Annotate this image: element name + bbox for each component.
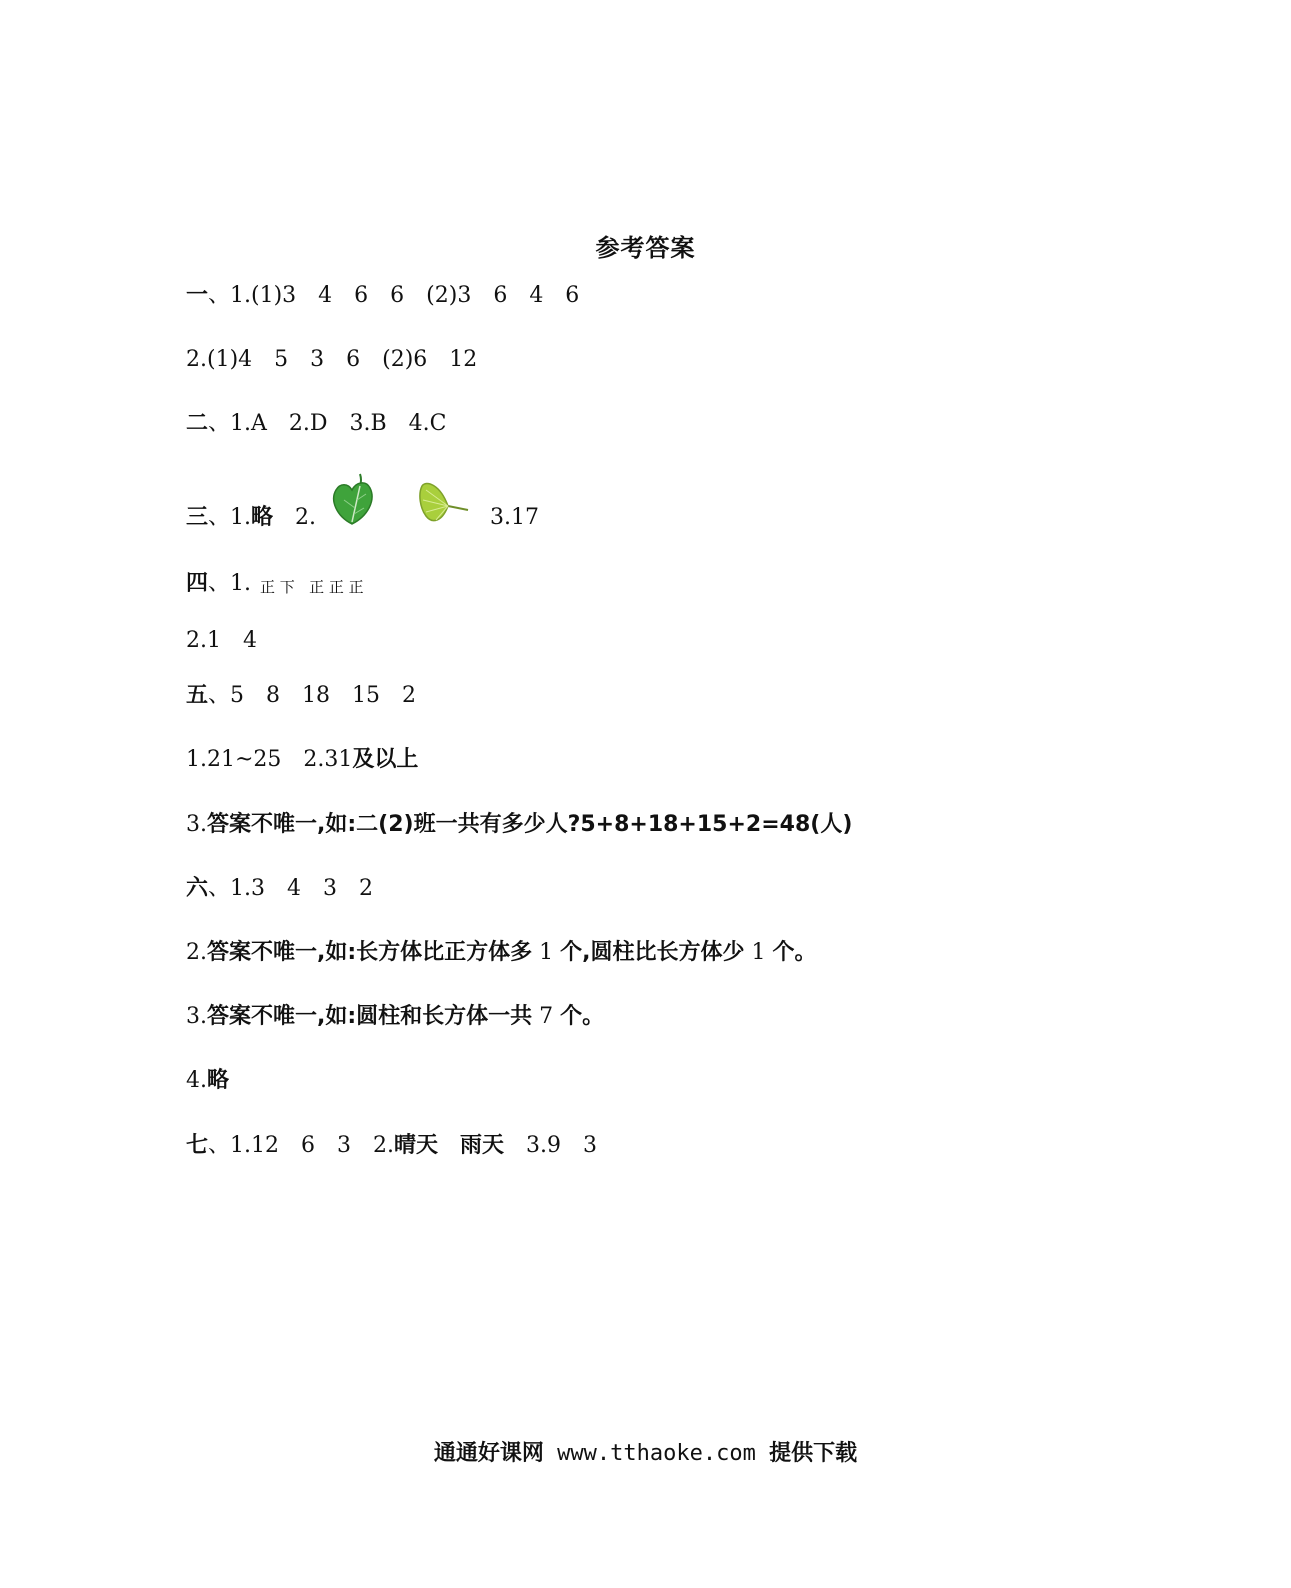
- answer-section-7-line-1: [186, 1131, 597, 1161]
- answer-text: 3.: [186, 1004, 207, 1029]
- answer-text: 1: [532, 940, 561, 965]
- answer-text: 答案不唯一,如:长方体比正方体多: [207, 940, 533, 965]
- answer-text: 、5 8 18 15 2: [208, 683, 416, 708]
- section-number: 六: [186, 876, 209, 901]
- answer-text: 略: [207, 1068, 230, 1093]
- answer-section-4-line-2: 2.1 4: [186, 628, 257, 653]
- section-number: 七: [186, 1133, 209, 1158]
- answer-section-4-line-1: [186, 569, 251, 599]
- answer-section-1-line-1: [186, 281, 579, 311]
- answer-section-6-line-3: [186, 1002, 604, 1032]
- answer-text: 1: [744, 940, 773, 965]
- answer-text: 个,圆柱比长方体少: [560, 940, 745, 965]
- answer-text: 1.21~25 2.31: [186, 747, 353, 772]
- answer-text: 、1.12 6 3 2.: [208, 1133, 394, 1158]
- answer-section-6-line-4: [186, 1066, 229, 1096]
- answer-section-5-line-3: [186, 810, 852, 840]
- footer-site-name: 通通好课网: [433, 1441, 544, 1466]
- answer-section-5-line-1: [186, 681, 416, 711]
- answer-section-6-line-2: [186, 938, 817, 968]
- page-title: 参考答案: [595, 234, 696, 262]
- answer-text: 、1.3 4 3 2: [208, 876, 373, 901]
- answer-text: 个。: [560, 1004, 605, 1029]
- answer-text: 2.: [273, 505, 317, 530]
- answer-text: 个。: [772, 940, 817, 965]
- section-number: 三: [186, 505, 209, 530]
- section-number: 五: [186, 683, 209, 708]
- answer-text: 、1.A 2.D 3.B 4.C: [208, 411, 447, 436]
- answer-text: 、1.: [208, 571, 252, 596]
- answer-text: 3.: [186, 812, 207, 837]
- answer-text: [438, 1133, 460, 1158]
- page-footer: [0, 1436, 1291, 1467]
- answer-section-5-line-2: [186, 745, 418, 775]
- answer-section-6-line-1: [186, 874, 373, 904]
- answer-section-3-item-3: 3.17: [490, 505, 539, 530]
- answer-text: 4.: [186, 1068, 207, 1093]
- ginkgo-leaf-icon: [418, 478, 470, 526]
- answer-text: 3.9 3: [504, 1133, 598, 1158]
- answer-text: 略: [251, 505, 274, 530]
- answer-text: 7: [532, 1004, 561, 1029]
- footer-suffix: 提供下载: [769, 1441, 858, 1466]
- answer-section-3-line-1: [186, 503, 316, 533]
- answer-text: 答案不唯一,如:圆柱和长方体一共: [207, 1004, 533, 1029]
- section-number: 四: [186, 571, 209, 596]
- answer-text: 晴天: [394, 1133, 439, 1158]
- answer-section-2-line-1: [186, 409, 447, 439]
- tally-marks: 正 下 正 正 正: [260, 578, 364, 596]
- section-number: 二: [186, 411, 209, 436]
- answer-text: 2.: [186, 940, 207, 965]
- answer-text: 、1.: [208, 505, 252, 530]
- answer-text: 及以上: [352, 747, 419, 772]
- answer-section-1-line-2: 2.(1)4 5 3 6 (2)6 12: [186, 347, 478, 372]
- answer-text: 雨天: [460, 1133, 505, 1158]
- section-number: 一: [186, 283, 209, 308]
- answer-text: 答案不唯一,如:二(2)班一共有多少人?5+8+18+15+2=48(人): [207, 812, 853, 837]
- answer-text: 、1.(1)3 4 6 6 (2)3 6 4 6: [208, 283, 580, 308]
- heart-leaf-icon: [330, 470, 376, 528]
- footer-url[interactable]: www.tthaoke.com: [543, 1441, 770, 1466]
